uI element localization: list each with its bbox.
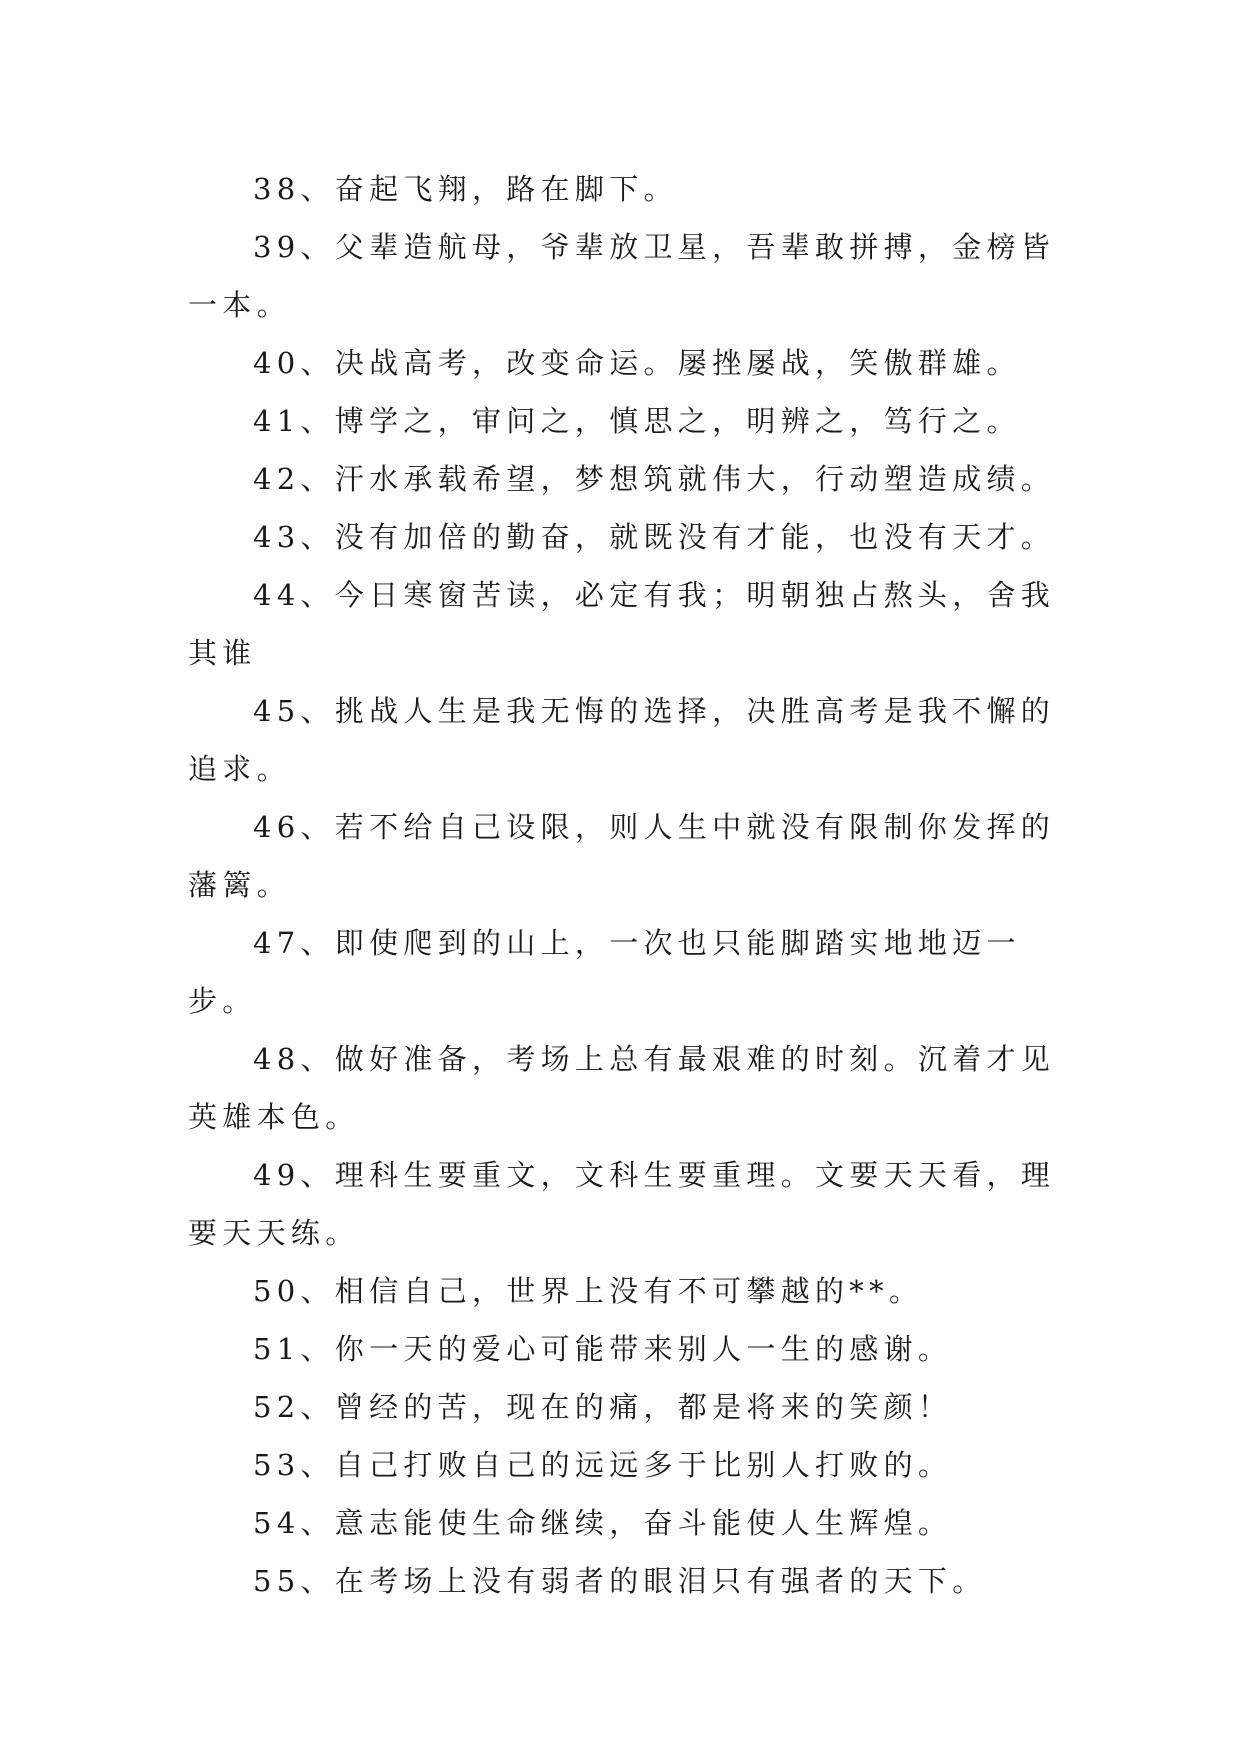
quote-42: 42、汗水承载希望，梦想筑就伟大，行动塑造成绩。 <box>253 462 1056 496</box>
quote-49: 49、理科生要重文，文科生要重理。文要天天看，理要天天练。 <box>188 1158 1056 1250</box>
quote-51: 51、你一天的爱心可能带来别人一生的感谢。 <box>253 1332 953 1366</box>
quote-40: 40、决战高考，改变命运。屡挫屡战，笑傲群雄。 <box>253 346 1021 380</box>
quote-52: 52、曾经的苦，现在的痛，都是将来的笑颜！ <box>253 1390 953 1424</box>
quote-44: 44、今日寒窗苦读，必定有我；明朝独占熬头，舍我其谁 <box>188 578 1056 670</box>
quote-55: 55、在考场上没有弱者的眼泪只有强者的天下。 <box>253 1564 987 1598</box>
quote-50: 50、相信自己，世界上没有不可攀越的**。 <box>253 1274 924 1308</box>
quote-46: 46、若不给自己设限，则人生中就没有限制你发挥的藩篱。 <box>188 810 1056 902</box>
quote-list <box>188 160 1058 1610</box>
quote-41: 41、博学之，审问之，慎思之，明辨之，笃行之。 <box>253 404 1021 438</box>
quote-43: 43、没有加倍的勤奋，就既没有才能，也没有天才。 <box>253 520 1056 554</box>
quote-54: 54、意志能使生命继续，奋斗能使人生辉煌。 <box>253 1506 953 1540</box>
quote-48: 48、做好准备，考场上总有最艰难的时刻。沉着才见英雄本色。 <box>188 1042 1056 1134</box>
quote-38: 38、奋起飞翔，路在脚下。 <box>253 172 678 206</box>
quote-47: 47、即使爬到的山上，一次也只能脚踏实地地迈一步。 <box>188 926 1021 1018</box>
quote-53: 53、自己打败自己的远远多于比别人打败的。 <box>253 1448 953 1482</box>
quote-39: 39、父辈造航母，爷辈放卫星，吾辈敢拼搏，金榜皆一本。 <box>188 230 1056 322</box>
quote-45: 45、挑战人生是我无悔的选择，决胜高考是我不懈的追求。 <box>188 694 1056 786</box>
